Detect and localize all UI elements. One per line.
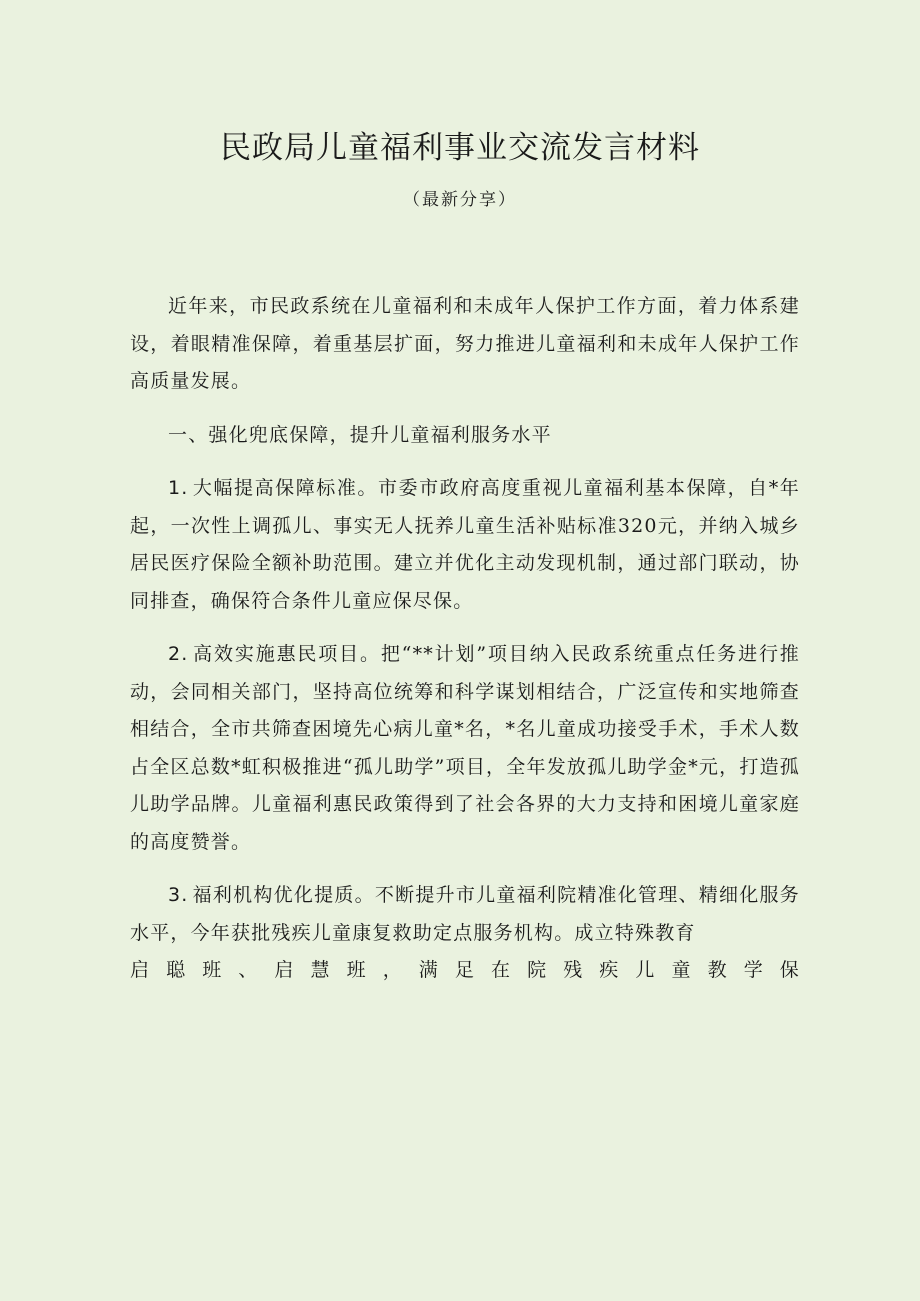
item-text: 不断提升市儿童福利院精准化管理、精细化服务水平，今年获批残疾儿童康复救助定点服务机构。成立特殊教育 — [130, 884, 800, 944]
intro-paragraph: 近年来，市民政系统在儿童福利和未成年人保护工作方面，着力体系建设，着眼精准保障，着重基层扩面，努力推进儿童福利和未成年人保护工作高质量发展。 — [130, 295, 800, 392]
item-number: 3. — [168, 884, 189, 906]
list-item — [130, 470, 800, 620]
document-body — [130, 288, 800, 1006]
item-lead: 高效实施惠民项目。 — [192, 643, 381, 665]
item-text: 市委市政府高度重视儿童福利基本保障，自*年起，一次性上调孤儿、事实无人抚养儿童生活补贴标准320元，并纳入城乡居民医疗保险全额补助范围。建立并优化主动发现机制，通过部门联动，协同排查，确保符合条件儿童应保尽保。 — [130, 477, 800, 612]
trailing-line: 启聪班、启慧班，满足在院残疾儿童教学保 — [130, 959, 800, 981]
item-number: 2. — [168, 643, 189, 665]
section-heading: 一、强化兜底保障，提升儿童福利服务水平 — [168, 423, 552, 446]
list-item — [130, 636, 800, 861]
document-subtitle: （最新分享） — [403, 190, 517, 210]
list-item — [130, 877, 800, 952]
item-lead: 福利机构优化提质。 — [192, 884, 375, 906]
document-title: 民政局儿童福利事业交流发言材料 — [220, 130, 700, 166]
item-text: 把“**计划”项目纳入民政系统重点任务进行推动，会同相关部门，坚持高位统筹和科学谋划相结合，广泛宣传和实地筛查相结合，全市共筛查困境先心病儿童*名，*名儿童成功接受手术，手术人数占全区总数*虹积极推进“孤儿助学”项目，全年发放孤儿助学金*元，打造孤儿助学品牌。儿童福利惠民政策得到了社会各界的大力支持和困境儿童家庭的高度赞誉。 — [130, 643, 800, 853]
item-number: 1. — [168, 477, 189, 499]
item-lead: 大幅提高保障标准。 — [192, 477, 378, 499]
